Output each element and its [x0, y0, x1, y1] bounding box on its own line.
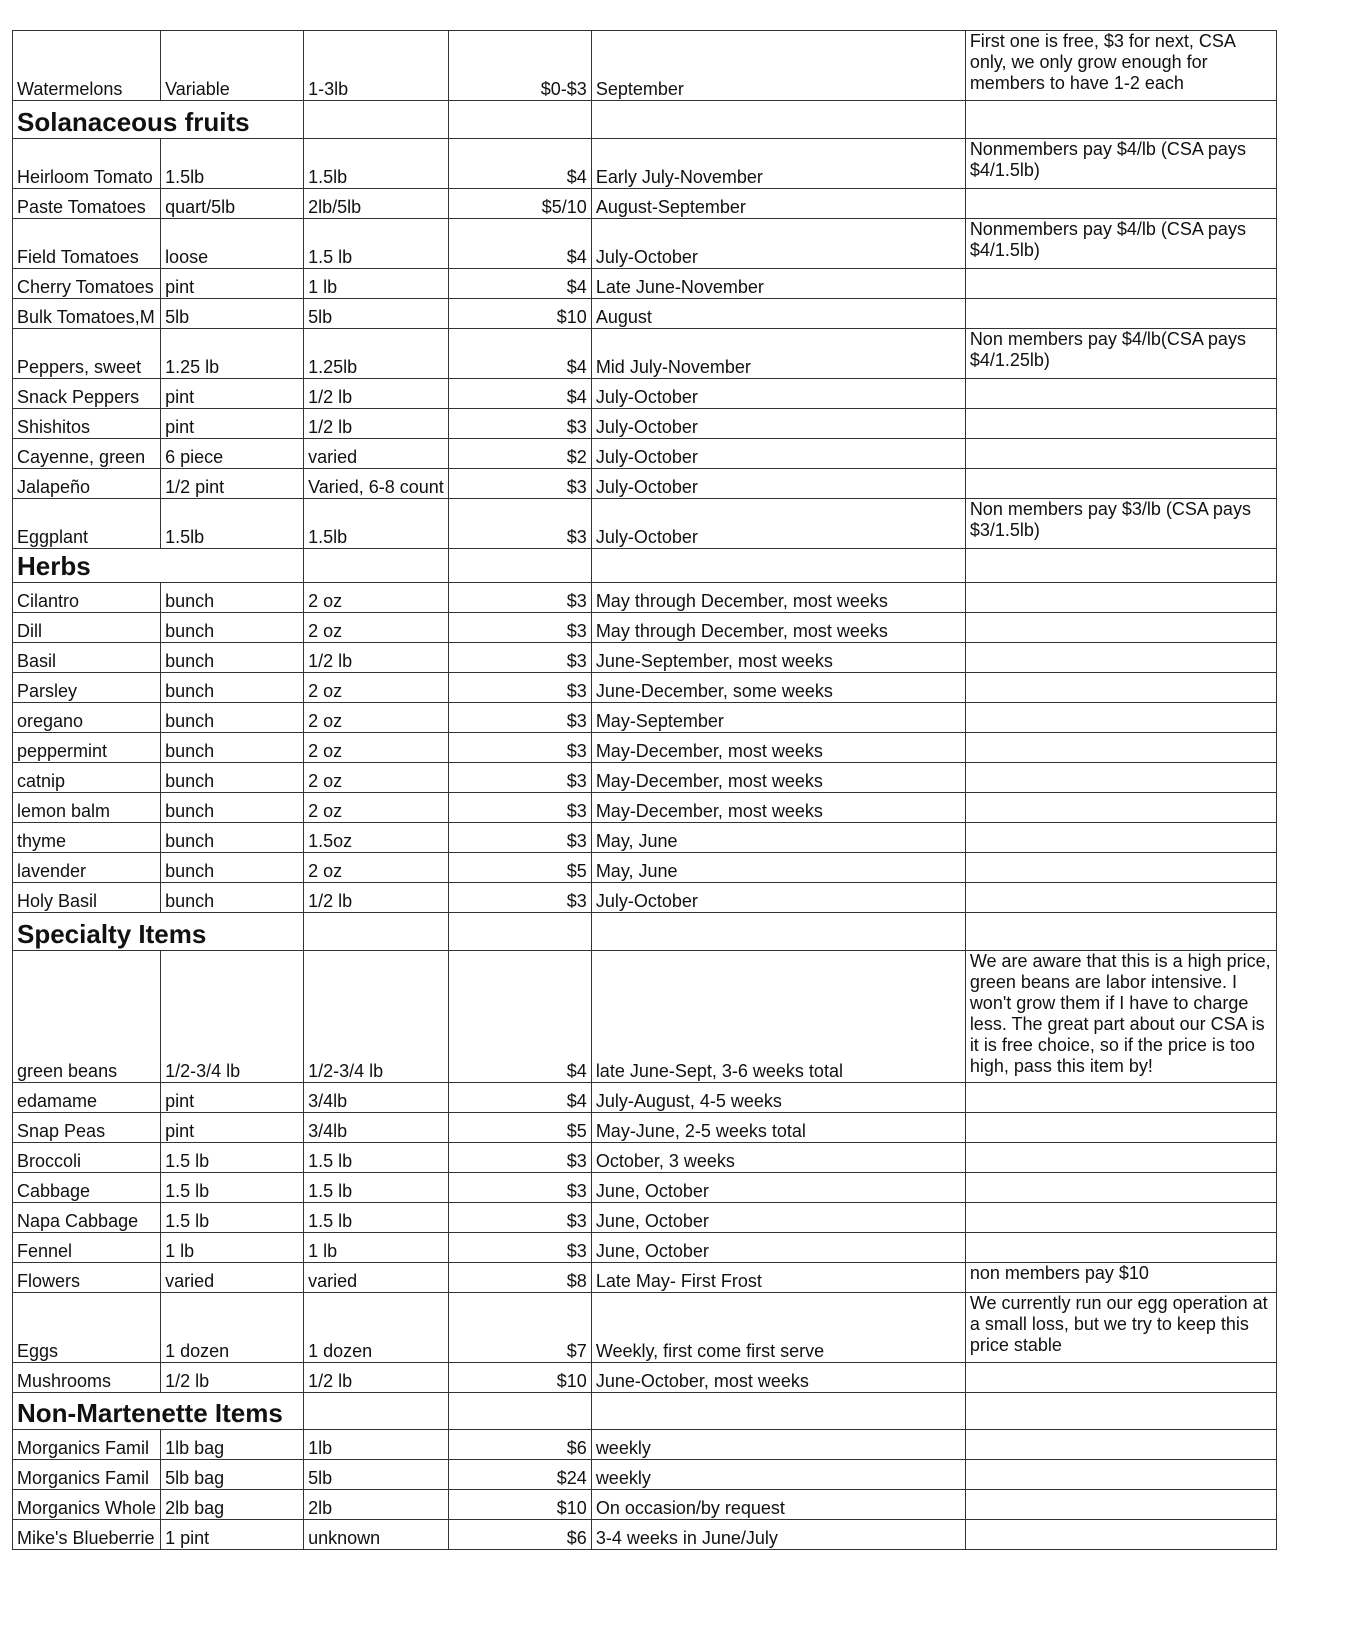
cell-note: [965, 793, 1276, 823]
cell-price: $4: [448, 219, 591, 269]
cell-amount: 2 oz: [304, 703, 449, 733]
price-list-table: [12, 30, 1277, 1550]
cell-share-size: bunch: [161, 673, 304, 703]
cell-note: [965, 189, 1276, 219]
cell-season: June, October: [591, 1203, 965, 1233]
cell-amount: 3/4lb: [304, 1113, 449, 1143]
cell-amount: 2 oz: [304, 853, 449, 883]
table-row: [13, 823, 1277, 853]
cell-price: $24: [448, 1460, 591, 1490]
price-list-body: [13, 31, 1277, 1550]
section-header-row: [13, 549, 1277, 583]
cell-item-name: Morganics Famil: [13, 1460, 161, 1490]
table-row: [13, 853, 1277, 883]
cell-item-name: Shishitos: [13, 409, 161, 439]
table-row: [13, 139, 1277, 189]
cell-share-size: 6 piece: [161, 439, 304, 469]
table-row: [13, 1263, 1277, 1293]
cell-price: $3: [448, 1233, 591, 1263]
section-header-row: [13, 101, 1277, 139]
cell-season: May-September: [591, 703, 965, 733]
table-row: [13, 469, 1277, 499]
table-row: [13, 733, 1277, 763]
cell-price: $4: [448, 379, 591, 409]
cell-season: May-December, most weeks: [591, 733, 965, 763]
empty-cell: [591, 913, 965, 951]
cell-note: [965, 1490, 1276, 1520]
cell-amount: 1/2 lb: [304, 883, 449, 913]
cell-price: $3: [448, 613, 591, 643]
cell-amount: 1/2 lb: [304, 379, 449, 409]
empty-cell: [965, 1393, 1276, 1430]
cell-note: [965, 1143, 1276, 1173]
cell-price: $3: [448, 1143, 591, 1173]
cell-item-name: Cherry Tomatoes: [13, 269, 161, 299]
cell-season: June, October: [591, 1173, 965, 1203]
cell-price: $3: [448, 763, 591, 793]
cell-share-size: pint: [161, 269, 304, 299]
table-row: [13, 1083, 1277, 1113]
cell-season: May-December, most weeks: [591, 793, 965, 823]
cell-item-name: Bulk Tomatoes,M: [13, 299, 161, 329]
cell-note: [965, 379, 1276, 409]
cell-share-size: pint: [161, 1113, 304, 1143]
cell-amount: unknown: [304, 1520, 449, 1550]
cell-share-size: 1/2 pint: [161, 469, 304, 499]
cell-amount: 2 oz: [304, 673, 449, 703]
cell-item-name: catnip: [13, 763, 161, 793]
cell-season: Mid July-November: [591, 329, 965, 379]
cell-season: Weekly, first come first serve: [591, 1293, 965, 1363]
cell-item-name: Napa Cabbage: [13, 1203, 161, 1233]
table-row: [13, 643, 1277, 673]
cell-share-size: Variable: [161, 31, 304, 101]
cell-item-name: Fennel: [13, 1233, 161, 1263]
cell-item-name: Cilantro: [13, 583, 161, 613]
cell-item-name: Holy Basil: [13, 883, 161, 913]
cell-season: July-October: [591, 409, 965, 439]
empty-cell: [448, 101, 591, 139]
cell-price: $8: [448, 1263, 591, 1293]
cell-amount: 1 lb: [304, 1233, 449, 1263]
cell-note: [965, 853, 1276, 883]
cell-note: We currently run our egg operation at a small loss, but we try to keep this price stable: [965, 1293, 1276, 1363]
cell-price: $4: [448, 269, 591, 299]
cell-share-size: pint: [161, 409, 304, 439]
cell-amount: 1 lb: [304, 269, 449, 299]
cell-price: $4: [448, 139, 591, 189]
cell-price: $3: [448, 643, 591, 673]
cell-season: May through December, most weeks: [591, 583, 965, 613]
cell-item-name: Cayenne, green: [13, 439, 161, 469]
cell-note: Non members pay $4/lb(CSA pays $4/1.25lb): [965, 329, 1276, 379]
cell-note: First one is free, $3 for next, CSA only, we only grow enough for members to have 1-2 each: [965, 31, 1276, 101]
cell-note: [965, 1113, 1276, 1143]
table-row: [13, 951, 1277, 1083]
empty-cell: [591, 1393, 965, 1430]
empty-cell: [304, 1393, 449, 1430]
cell-note: [965, 763, 1276, 793]
cell-season: June-September, most weeks: [591, 643, 965, 673]
cell-price: $5: [448, 1113, 591, 1143]
table-row: [13, 793, 1277, 823]
cell-note: [965, 673, 1276, 703]
cell-item-name: Broccoli: [13, 1143, 161, 1173]
cell-note: [965, 1083, 1276, 1113]
empty-cell: [304, 549, 449, 583]
empty-cell: [965, 913, 1276, 951]
table-row: [13, 409, 1277, 439]
table-row: [13, 299, 1277, 329]
cell-share-size: bunch: [161, 643, 304, 673]
cell-price: $5/10: [448, 189, 591, 219]
cell-item-name: thyme: [13, 823, 161, 853]
cell-season: weekly: [591, 1460, 965, 1490]
cell-season: June-October, most weeks: [591, 1363, 965, 1393]
cell-price: $3: [448, 703, 591, 733]
cell-note: [965, 469, 1276, 499]
cell-amount: 1/2 lb: [304, 409, 449, 439]
cell-share-size: quart/5lb: [161, 189, 304, 219]
cell-note: [965, 1520, 1276, 1550]
cell-item-name: Morganics Whole: [13, 1490, 161, 1520]
cell-amount: 1.5 lb: [304, 1173, 449, 1203]
table-row: [13, 1520, 1277, 1550]
cell-amount: 1/2 lb: [304, 643, 449, 673]
cell-amount: 2 oz: [304, 583, 449, 613]
cell-amount: 1.5 lb: [304, 219, 449, 269]
cell-price: $3: [448, 409, 591, 439]
cell-season: September: [591, 31, 965, 101]
empty-cell: [591, 101, 965, 139]
cell-share-size: 5lb bag: [161, 1460, 304, 1490]
section-title: Non-Martenette Items: [13, 1393, 304, 1430]
cell-note: [965, 613, 1276, 643]
cell-price: $7: [448, 1293, 591, 1363]
cell-price: $0-$3: [448, 31, 591, 101]
cell-season: May through December, most weeks: [591, 613, 965, 643]
table-row: [13, 1430, 1277, 1460]
cell-price: $10: [448, 1490, 591, 1520]
cell-item-name: Morganics Famil: [13, 1430, 161, 1460]
cell-season: June-December, some weeks: [591, 673, 965, 703]
cell-share-size: bunch: [161, 793, 304, 823]
cell-season: July-October: [591, 219, 965, 269]
table-row: [13, 189, 1277, 219]
cell-share-size: 1 dozen: [161, 1293, 304, 1363]
cell-note: [965, 823, 1276, 853]
cell-share-size: bunch: [161, 733, 304, 763]
cell-amount: 2 oz: [304, 733, 449, 763]
cell-amount: 1.25lb: [304, 329, 449, 379]
cell-note: non members pay $10: [965, 1263, 1276, 1293]
table-row: [13, 1233, 1277, 1263]
cell-item-name: Field Tomatoes: [13, 219, 161, 269]
cell-season: August-September: [591, 189, 965, 219]
cell-amount: 1.5 lb: [304, 1203, 449, 1233]
cell-item-name: Heirloom Tomato: [13, 139, 161, 189]
cell-amount: 1lb: [304, 1430, 449, 1460]
cell-season: July-October: [591, 499, 965, 549]
cell-note: [965, 1203, 1276, 1233]
table-row: [13, 883, 1277, 913]
cell-item-name: lemon balm: [13, 793, 161, 823]
cell-season: May-December, most weeks: [591, 763, 965, 793]
cell-note: We are aware that this is a high price, green beans are labor intensive. I won't grow them if I have to charge less. The great part about our CSA is it is free choice, so if the price is too high, pass this item by!: [965, 951, 1276, 1083]
cell-note: [965, 439, 1276, 469]
table-row: [13, 329, 1277, 379]
cell-item-name: oregano: [13, 703, 161, 733]
cell-price: $6: [448, 1520, 591, 1550]
cell-share-size: bunch: [161, 613, 304, 643]
cell-price: $3: [448, 883, 591, 913]
cell-price: $6: [448, 1430, 591, 1460]
cell-price: $4: [448, 329, 591, 379]
cell-season: October, 3 weeks: [591, 1143, 965, 1173]
table-row: [13, 269, 1277, 299]
cell-item-name: Flowers: [13, 1263, 161, 1293]
cell-season: 3-4 weeks in June/July: [591, 1520, 965, 1550]
table-row: [13, 219, 1277, 269]
cell-share-size: 1.5 lb: [161, 1143, 304, 1173]
cell-note: [965, 1430, 1276, 1460]
table-row: [13, 613, 1277, 643]
cell-share-size: bunch: [161, 853, 304, 883]
cell-item-name: Snack Peppers: [13, 379, 161, 409]
table-row: [13, 763, 1277, 793]
cell-amount: varied: [304, 439, 449, 469]
table-row: [13, 1363, 1277, 1393]
cell-share-size: 1lb bag: [161, 1430, 304, 1460]
cell-item-name: Watermelons: [13, 31, 161, 101]
cell-note: Nonmembers pay $4/lb (CSA pays $4/1.5lb): [965, 139, 1276, 189]
cell-share-size: bunch: [161, 883, 304, 913]
cell-item-name: edamame: [13, 1083, 161, 1113]
table-row: [13, 1490, 1277, 1520]
cell-share-size: 1.5 lb: [161, 1203, 304, 1233]
cell-note: [965, 1363, 1276, 1393]
empty-cell: [591, 549, 965, 583]
empty-cell: [965, 101, 1276, 139]
cell-price: $3: [448, 469, 591, 499]
cell-share-size: 1 lb: [161, 1233, 304, 1263]
table-row: [13, 499, 1277, 549]
cell-amount: 1 dozen: [304, 1293, 449, 1363]
table-row: [13, 1460, 1277, 1490]
cell-share-size: 1.5lb: [161, 139, 304, 189]
cell-amount: 1.5lb: [304, 499, 449, 549]
cell-price: $3: [448, 1203, 591, 1233]
cell-item-name: Eggs: [13, 1293, 161, 1363]
cell-item-name: Parsley: [13, 673, 161, 703]
cell-item-name: lavender: [13, 853, 161, 883]
cell-note: Nonmembers pay $4/lb (CSA pays $4/1.5lb): [965, 219, 1276, 269]
cell-season: weekly: [591, 1430, 965, 1460]
cell-amount: 1.5oz: [304, 823, 449, 853]
cell-item-name: Paste Tomatoes: [13, 189, 161, 219]
cell-item-name: Snap Peas: [13, 1113, 161, 1143]
cell-amount: 2lb/5lb: [304, 189, 449, 219]
cell-note: Non members pay $3/lb (CSA pays $3/1.5lb): [965, 499, 1276, 549]
cell-season: July-October: [591, 883, 965, 913]
cell-item-name: Cabbage: [13, 1173, 161, 1203]
table-row: [13, 1293, 1277, 1363]
cell-note: [965, 583, 1276, 613]
cell-note: [965, 1233, 1276, 1263]
table-row: [13, 583, 1277, 613]
cell-item-name: Jalapeño: [13, 469, 161, 499]
cell-item-name: peppermint: [13, 733, 161, 763]
cell-item-name: Eggplant: [13, 499, 161, 549]
cell-item-name: Mushrooms: [13, 1363, 161, 1393]
cell-season: July-October: [591, 469, 965, 499]
cell-price: $3: [448, 583, 591, 613]
cell-note: [965, 269, 1276, 299]
cell-share-size: bunch: [161, 583, 304, 613]
cell-season: May, June: [591, 853, 965, 883]
cell-amount: 5lb: [304, 299, 449, 329]
table-row: [13, 673, 1277, 703]
cell-season: May, June: [591, 823, 965, 853]
cell-price: $3: [448, 499, 591, 549]
table-row: [13, 1113, 1277, 1143]
empty-cell: [448, 549, 591, 583]
table-row: [13, 31, 1277, 101]
cell-note: [965, 883, 1276, 913]
cell-season: June, October: [591, 1233, 965, 1263]
empty-cell: [304, 913, 449, 951]
cell-note: [965, 703, 1276, 733]
cell-amount: 3/4lb: [304, 1083, 449, 1113]
cell-price: $2: [448, 439, 591, 469]
cell-note: [965, 733, 1276, 763]
cell-price: $3: [448, 823, 591, 853]
cell-season: August: [591, 299, 965, 329]
table-row: [13, 703, 1277, 733]
cell-item-name: Dill: [13, 613, 161, 643]
cell-season: July-August, 4-5 weeks: [591, 1083, 965, 1113]
cell-price: $10: [448, 299, 591, 329]
cell-note: [965, 299, 1276, 329]
cell-share-size: 1.25 lb: [161, 329, 304, 379]
cell-share-size: bunch: [161, 763, 304, 793]
cell-note: [965, 643, 1276, 673]
empty-cell: [965, 549, 1276, 583]
table-row: [13, 1203, 1277, 1233]
cell-item-name: Mike's Blueberrie: [13, 1520, 161, 1550]
cell-season: July-October: [591, 379, 965, 409]
cell-price: $5: [448, 853, 591, 883]
cell-share-size: 1/2-3/4 lb: [161, 951, 304, 1083]
empty-cell: [448, 913, 591, 951]
cell-item-name: Peppers, sweet: [13, 329, 161, 379]
table-row: [13, 1173, 1277, 1203]
cell-amount: 1.5 lb: [304, 1143, 449, 1173]
cell-amount: 2 oz: [304, 613, 449, 643]
cell-price: $3: [448, 673, 591, 703]
cell-season: On occasion/by request: [591, 1490, 965, 1520]
section-header-row: [13, 913, 1277, 951]
cell-season: Early July-November: [591, 139, 965, 189]
cell-amount: 1/2 lb: [304, 1363, 449, 1393]
cell-season: May-June, 2-5 weeks total: [591, 1113, 965, 1143]
cell-share-size: bunch: [161, 703, 304, 733]
cell-note: [965, 409, 1276, 439]
table-row: [13, 379, 1277, 409]
cell-share-size: 1 pint: [161, 1520, 304, 1550]
cell-share-size: 1.5 lb: [161, 1173, 304, 1203]
section-title: Herbs: [13, 549, 304, 583]
cell-share-size: 5lb: [161, 299, 304, 329]
cell-amount: 1/2-3/4 lb: [304, 951, 449, 1083]
cell-amount: Varied, 6-8 count: [304, 469, 449, 499]
empty-cell: [448, 1393, 591, 1430]
cell-amount: varied: [304, 1263, 449, 1293]
cell-amount: 2 oz: [304, 793, 449, 823]
table-row: [13, 439, 1277, 469]
cell-item-name: green beans: [13, 951, 161, 1083]
cell-share-size: bunch: [161, 823, 304, 853]
cell-price: $4: [448, 951, 591, 1083]
cell-share-size: loose: [161, 219, 304, 269]
cell-share-size: 1.5lb: [161, 499, 304, 549]
cell-share-size: varied: [161, 1263, 304, 1293]
cell-share-size: pint: [161, 379, 304, 409]
cell-price: $3: [448, 733, 591, 763]
cell-amount: 1.5lb: [304, 139, 449, 189]
cell-season: July-October: [591, 439, 965, 469]
cell-season: Late June-November: [591, 269, 965, 299]
cell-note: [965, 1173, 1276, 1203]
cell-season: late June-Sept, 3-6 weeks total: [591, 951, 965, 1083]
cell-amount: 2 oz: [304, 763, 449, 793]
cell-amount: 5lb: [304, 1460, 449, 1490]
cell-price: $3: [448, 793, 591, 823]
cell-note: [965, 1460, 1276, 1490]
cell-share-size: 2lb bag: [161, 1490, 304, 1520]
cell-price: $4: [448, 1083, 591, 1113]
empty-cell: [304, 101, 449, 139]
cell-item-name: Basil: [13, 643, 161, 673]
cell-season: Late May- First Frost: [591, 1263, 965, 1293]
cell-price: $3: [448, 1173, 591, 1203]
cell-amount: 2lb: [304, 1490, 449, 1520]
cell-share-size: pint: [161, 1083, 304, 1113]
cell-share-size: 1/2 lb: [161, 1363, 304, 1393]
cell-price: $10: [448, 1363, 591, 1393]
section-header-row: [13, 1393, 1277, 1430]
section-title: Solanaceous fruits: [13, 101, 304, 139]
cell-amount: 1-3lb: [304, 31, 449, 101]
table-row: [13, 1143, 1277, 1173]
section-title: Specialty Items: [13, 913, 304, 951]
